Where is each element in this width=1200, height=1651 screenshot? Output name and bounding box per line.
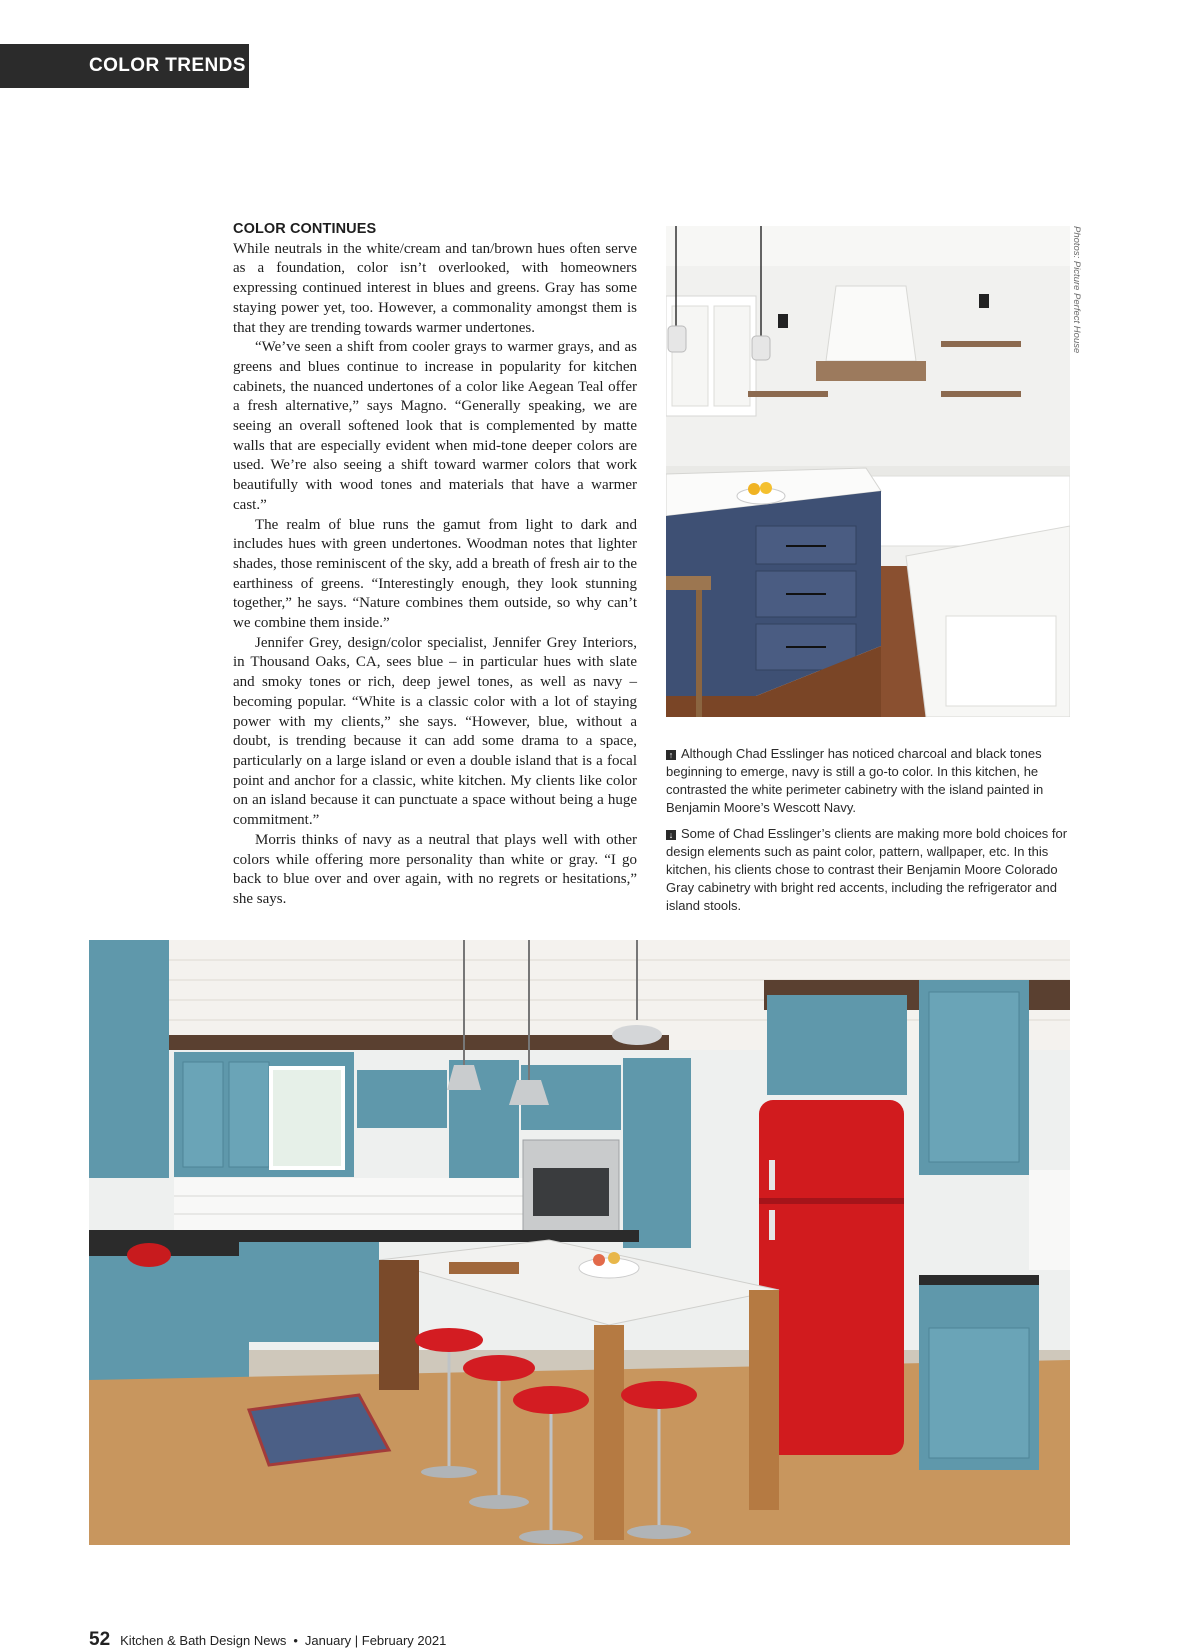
caption-text: Some of Chad Esslinger’s clients are making more bold choices for design elements such as paint color, pattern, wallpaper, etc. In this kitchen, his clients chose to contrast their Benjamin Moore Colorado Gray cabinetry with bright red accents, including the refrigerator and island stools. bbox=[666, 826, 1068, 913]
publication-name: Kitchen & Bath Design News bbox=[120, 1633, 287, 1648]
issue-date: January | February 2021 bbox=[304, 1633, 447, 1648]
caption-text: Although Chad Esslinger has noticed charcoal and black tones beginning to emerge, navy is still a go-to color. In this kitchen, he contrasted the white perimeter cabinetry with the island painted in Benjamin Moore’s Wescott Navy. bbox=[666, 746, 1044, 815]
article-paragraph: While neutrals in the white/cream and tan/brown hues often serve as a foundation, color isn’t overlooked, with homeowners expressing continued interest in blues and greens. Gray has some staying power yet, too. However, a commonality amongst them is that they are trending towards warmer undertones. bbox=[233, 240, 637, 336]
caption-top-photo bbox=[666, 745, 1070, 817]
page-footer bbox=[89, 1629, 446, 1651]
section-tab-label: COLOR TRENDS bbox=[89, 55, 246, 76]
photo-teal-kitchen-red-fridge bbox=[89, 940, 1070, 1545]
article-body bbox=[233, 220, 637, 910]
teal-kitchen-illustration bbox=[89, 940, 1070, 1545]
photo-navy-island-kitchen bbox=[666, 226, 1070, 717]
article-paragraph: “We’ve seen a shift from cooler grays to warmer grays, and as greens and blues continue to increase in popularity for kitchen cabinets, the nuanced undertones of a color like Aegean Teal offer a fresh alternative,” says Magno. “Generally speaking, we are seeing an overall softened look that is complemented by matte walls that are especially evident when mid-tone deeper colors are used. We’re also seeing a shift toward warmer colors that work beautifully with wood tones and materials that have a warmer cast.” bbox=[233, 339, 637, 513]
arrow-down-icon: ↓ bbox=[666, 830, 676, 840]
article-subhead: COLOR CONTINUES bbox=[233, 221, 377, 237]
navy-kitchen-illustration bbox=[666, 226, 1070, 717]
article-paragraph: Morris thinks of navy as a neutral that plays well with other colors while offering more personality than white or gray. “I go back to blue over and over again, with no regrets or hesitations,” she says. bbox=[233, 831, 637, 907]
page-number: 52 bbox=[89, 1629, 111, 1650]
article-paragraph: Jennifer Grey, design/color specialist, Jennifer Grey Interiors, in Thousand Oaks, CA, sees blue – in particular hues with slate and smoky tones or rich, deep jewel tones, as well as navy – becoming popular. “White is a classic color with a lot of staying power with my clients,” she says. “However, blue, without a doubt, is trending because it can add some drama to a space, particularly on a large island or even a double island that is a focal point and anchor for a classic, white kitchen. My clients like color on an island because it can punctuate a space without being a huge commitment.” bbox=[233, 634, 637, 829]
article-paragraph: The realm of blue runs the gamut from light to dark and includes hues with green undertones. Woodman notes that lighter shades, those reminiscent of the sky, add a breath of fresh air to the earthiness of greens. “Interestingly enough, they look stunning together,” he says. “Nature combines them outside, so why can’t we combine them inside.” bbox=[233, 516, 637, 632]
arrow-up-icon: ↑ bbox=[666, 750, 676, 760]
footer-separator: • bbox=[293, 1633, 298, 1648]
photo-credit: Photos: Picture Perfect House bbox=[1071, 226, 1082, 354]
section-tab bbox=[0, 44, 249, 88]
caption-bottom-photo bbox=[666, 825, 1070, 915]
